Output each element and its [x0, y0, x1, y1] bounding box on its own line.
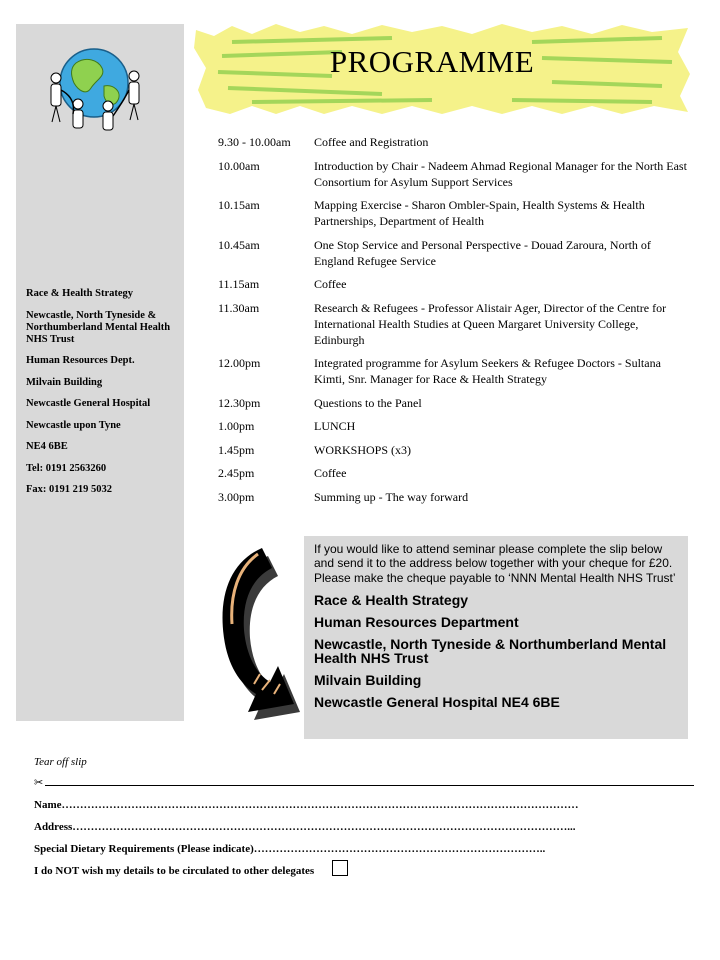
sidebar-panel: [16, 24, 184, 721]
contact-line: Milvain Building: [26, 376, 103, 388]
contact-line: Race & Health Strategy: [26, 288, 134, 299]
opt-out-checkbox[interactable]: [332, 860, 348, 876]
tear-off-label: Tear off slip: [34, 756, 87, 768]
address-line: Human Resources Department: [314, 614, 519, 631]
schedule-description: Coffee and Registration: [314, 135, 429, 149]
schedule-description: Mapping Exercise - Sharon Ombler-Spain, Health Systems & Health Partnerships, Department of Health: [314, 198, 645, 228]
registration-info-box: [304, 536, 688, 739]
schedule-row: [218, 395, 688, 411]
schedule-time: 1.45pm: [218, 442, 255, 457]
address-line: Milvain Building: [314, 672, 422, 689]
schedule-time: 9.30 - 10.00am: [218, 135, 291, 149]
schedule-row: [218, 237, 688, 269]
schedule-description: Introduction by Chair - Nadeem Ahmad Regional Manager for the North East Consortium for Asylum Support Services: [314, 158, 687, 189]
schedule-time: 12.30pm: [218, 395, 261, 410]
address-line: Newcastle General Hospital NE4 6BE: [314, 694, 560, 711]
schedule-description: Integrated programme for Asylum Seekers & Refugee Doctors - Sultana Kimti, Snr. Manager for Race & Health Strategy: [314, 356, 661, 386]
schedule-description: Research & Refugees - Professor Alistair Ager, Director of the Centre for International Health Studies at Queen Margaret University College, Edinburgh: [314, 300, 667, 347]
registration-instructions: If you would like to attend seminar please complete the slip below and send it to the address below together with your cheque for £20. Please make the cheque payable to ‘NNN Mental Health NHS Trust’: [314, 542, 676, 585]
postal-address: [314, 593, 678, 709]
schedule-description: LUNCH: [314, 419, 356, 433]
schedule-time: 11.30am: [218, 300, 260, 315]
page-title: PROGRAMME: [329, 44, 535, 79]
schedule-row: [218, 300, 688, 348]
schedule-description: Summing up - The way forward: [314, 489, 469, 504]
contact-line: Newcastle General Hospital: [26, 398, 151, 409]
schedule-row: [218, 197, 688, 229]
schedule-row: [218, 134, 688, 150]
schedule-description: WORKSHOPS (x3): [314, 442, 412, 457]
dashed-cut-line: [45, 785, 694, 786]
schedule-time: 3.00pm: [218, 489, 255, 504]
globe-with-people-icon: [36, 38, 146, 138]
scissors-icon: ✂: [34, 777, 44, 789]
name-field[interactable]: Name……………………………………………………………………………………………………………………………: [34, 799, 579, 811]
contact-line: Newcastle, North Tyneside & Northumberland Mental Health NHS Trust: [26, 309, 171, 345]
schedule-time: 1.00pm: [218, 419, 255, 433]
schedule-row: [218, 465, 688, 481]
schedule-row: [218, 276, 688, 292]
schedule-time: 2.45pm: [218, 466, 255, 480]
opt-out-row: [34, 865, 694, 877]
schedule-row: [218, 418, 688, 434]
schedule-time: 10.00am: [218, 158, 260, 173]
address-field[interactable]: Address………………………………………………………………………………………………………………………...: [34, 821, 576, 833]
schedule-description: Questions to the Panel: [314, 395, 422, 410]
contact-details: [26, 288, 176, 506]
schedule-description: Coffee: [314, 277, 347, 291]
contact-line: Newcastle upon Tyne: [26, 419, 121, 431]
programme-schedule: [218, 134, 688, 512]
tear-off-slip: [34, 756, 694, 877]
curved-arrow-icon: [200, 534, 304, 724]
schedule-time: 11.15am: [218, 277, 260, 291]
contact-line: Human Resources Dept.: [26, 355, 135, 366]
schedule-row: [218, 489, 688, 505]
contact-line: Fax: 0191 219 5032: [26, 484, 113, 495]
schedule-row: [218, 158, 688, 190]
contact-line: Tel: 0191 2563260: [26, 462, 107, 474]
schedule-row: [218, 355, 688, 387]
schedule-time: 10.15am: [218, 198, 260, 212]
schedule-description: Coffee: [314, 466, 347, 480]
schedule-description: One Stop Service and Personal Perspective - Douad Zaroura, North of England Refugee Service: [314, 237, 651, 268]
address-line: Race & Health Strategy: [314, 592, 469, 609]
cut-line: [34, 776, 694, 789]
contact-line: NE4 6BE: [26, 441, 68, 452]
schedule-time: 12.00pm: [218, 356, 261, 370]
address-line: Newcastle, North Tyneside & Northumberland Mental Health NHS Trust: [314, 636, 667, 667]
opt-out-label: I do NOT wish my details to be circulated to other delegates: [34, 865, 315, 877]
dietary-requirements-field[interactable]: Special Dietary Requirements (Please indicate)……………………………………………………………………..: [34, 843, 546, 855]
schedule-row: [218, 442, 688, 458]
schedule-time: 10.45am: [218, 237, 260, 252]
